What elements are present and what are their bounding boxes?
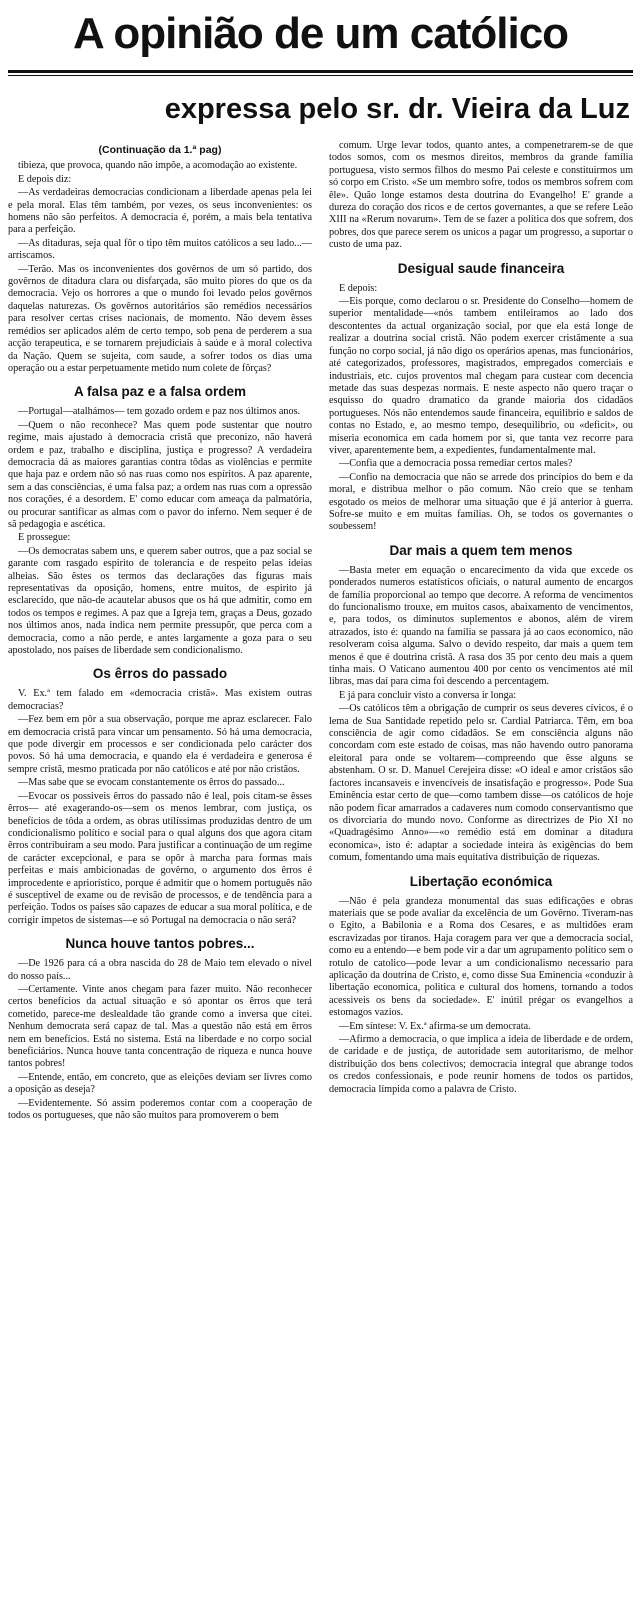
paragraph: —Confio na democracia que não se arrede dos princípios do bem e da moral, e distribua melhor o pão comum. Não creio que se tenham esgotado os meios de melhorar uma situação que é já anterior à guerra. Sofre-se muito e em muitas famílias. Oh, se todos os governantes o soubessem! <box>329 471 633 533</box>
left-column <box>8 144 312 1598</box>
paragraph: E prossegue: <box>18 532 71 544</box>
paragraph: —Certamente. Vinte anos chegam para fazer muito. Não reconhecer certos benefícios da actual situação e só apontar os êrros que terá cometido, parece-me deslealdade tão grande como a inversa que citei. Nenhum democrata será capaz de tal. Mas a questão não está em êrros nem em benefícios. Está no sistema. Está na liberdade e no corpo social beneficiários. Nunca houve tanta concentração de riqueza e nunca houve tantos pobres! <box>8 983 312 1070</box>
paragraph: —Confia que a democracia possa remediar certos males? <box>339 458 573 470</box>
paragraph: —Os católicos têm a obrigação de cumprir os seus deveres cívicos, é o lema de Sua Santidade repetido pelo sr. Cardial Patriarca. Têm, em boa consciência de agir como cidadãos. Se em consciência alguns não concordam com este estado de coisas, mas não havendo outro panorama eleitoral para onde se voltarem—compreendo que êsse alguns se abstenham. O sr. D. Manuel Cerejeira disse: «O ideal e amor cristãos são factores incansaveis e invencíveis de insatisfação e progresso». Pode Sua Eminência estar certo de que—como tambem disse—os católicos de hoje não podem ficar amarrados a cadaveres num comodo conservantismo que os divorciaria do mundo novo. Conforme as directrizes de Pio XI no «Quadragésimo Anno»—«o remédio está em dominar a ditadura economica», isto é: adaptar a sociedade inteira às exigências do bem comum, fomentando uma mais equitativa distribuição de riquezas. <box>329 703 633 864</box>
paragraph: E depois diz: <box>18 173 72 185</box>
paragraph: —Quem o não reconhece? Mas quem pode sustentar que noutro regime, mais ajustado à democracia cristã que preconizo, não haverá ordem e paz, trabalho e disciplina, justiça e progresso? A verdadeira democracia dá as maiores garantias contra tôdas as violências e permite que haja paz e ordem não só nas ruas como nos espíritos. A paz aparente, sem a das consciências, é uma falsa paz; a ordem nas ruas com a opressão nos corações, é a desordem. E' como educar com ameaça da palmatória, ou procurar santificar as almas com o pavor do inferno. Nem sequer é de sã pedagogia e ascética. <box>8 419 312 530</box>
continuation-note: (Continuação da 1.ª pag) <box>98 144 222 156</box>
paragraph: —Fez bem em pôr a sua observação, porque me apraz esclarecer. Falo em democracia cristã para vincar um pensamento. Só há uma democracia, que pode divergir em processos e ser condicionada pelo carácter dos povos. Só há uma democracia, e quando ela é verdadeira e generosa é sempre cristã, mesmo praticada por não católicos e até por não cristãos. <box>8 714 312 775</box>
paragraph: —Afirmo a democracia, o que implica a ideia de liberdade e de ordem, de caridade e de justiça, de autoridade sem autoritarismo, de melhor distribuição dos bens colectivos; democracia integral que abrange todos os credos confessionais, e pode reunir homens de todos os partidos, democracia límpida como a palavra de Cristo. <box>329 1034 633 1095</box>
paragraph: —Os democratas sabem uns, e querem saber outros, que a paz social se garante com rasgado espirito de tolerancia e de respeito pelas ideias alheias. São êstes os termos das declarações das figuras mais representativas da oposição, homens, entre muitos, de espirito já esclarecido, que não-de acautelar abusos que os há que admitir, como em todos os tempos e regimes. A paz que a Igreja tem, graças a Deus, gozado nos últimos anos, nada indica nem permite pressupôr, que perca com a democracia, como a não perde, e antes largamente a goza para o seu apostolado, nos países de liberdade sem condicionalismo. <box>8 545 312 657</box>
paragraph: E já para concluir visto a conversa ir longa: <box>339 689 517 701</box>
section-heading-erros: Os êrros do passado <box>92 666 228 682</box>
paragraph: —Evidentemente. Só assim poderemos contar com a cooperação de todos os portugueses, que não são muitos para promoverem o bem <box>8 1097 312 1122</box>
headline: A opinião de um católico <box>72 9 569 58</box>
paragraph: —As ditaduras, seja qual fôr o tipo têm muitos católicos a seu lado...—arriscamos. <box>8 237 312 262</box>
section-heading-libertacao: Libertação económica <box>409 873 553 889</box>
paragraph: —Entende, então, em concreto, que as eleições deviam ser livres como a oposição as deseja? <box>8 1071 312 1096</box>
paragraph: —Mas sabe que se evocam constantemente os êrros do passado... <box>18 777 285 789</box>
section-heading-falsa-paz: A falsa paz e a falsa ordem <box>73 384 247 400</box>
paragraph: —Basta meter em equação o encarecimento da vida que excede os ponderados numeros estatísticos oficiais, o natural aumento de encargos de família proporcional ao tempo que decorre. A reforma de vencimentos do funcionalismo trouxe, em muitos casos, abaixamento de vencimentos, e, para todos, os diminutos suplementos e abonos, além de virem atrazados, isto é: quando na família se passara já ao caos economico, não resolveram coisa alguma. Salvo o devido respeito, dar mais a quem tem menos é que é doutrina cristã. A rasa dos 35 por cento deu mais a quem tinha mais. O Vaticano aumentou 400 por cento os vencimentos até mil libras, mas daí para cima foi descendo a percentagem. <box>329 564 633 688</box>
paragraph: tibieza, que provoca, quando não impõe, a acomodação ao existente. <box>18 160 298 172</box>
paragraph: —Não é pela grandeza monumental das suas edificações e obras materiais que se pode avaliar da excelência de um Govêrno. Tiveram-nas o Egito, a Babilonia e a Roma dos Cesares, e as multidões eram escravizadas por tiranos. Haja coragem para ver que a democracia social, como eu a entendo—e bem pode vir a dar um agrupamento político sem o rotulo de catolico—pode levar a um condicionalismo necessario para aplicação da doutrina de Cristo, e, como disse Sua Eminencia «conduzir à libertação economica, politica e cultural dos homens, tornando a todos acessiveis os bens da sociedade». E' inútil prégar os evangelhos a estomagos vazios. <box>329 895 633 1019</box>
section-heading-dar-mais: Dar mais a quem tem menos <box>389 542 573 558</box>
subheadline: expressa pelo sr. dr. Vieira da Luz <box>164 93 630 125</box>
left-intro <box>8 160 312 375</box>
section-heading-saude-financeira: Desigual saude financeira <box>397 260 565 276</box>
paragraph: —Terão. Mas os inconvenientes dos govêrnos de um só partido, dos govêrnos de ditadura clara ou disfarçada, são muito piores do que os da democracia. Vejo os horrores a que o mundo foi levado pelos govêrnos daquelas naturezas. Os govêrnos autoritários são remédios necessários para resolver certas crises nacionais, de momento. Não devem êsses remédios ser aplicados além de certo tempo, sob pena de perderem a sua acção terapeutica, e se tornarem prejudiciais à saúde e à moral colectiva da Nação. Quem se sujeita, com saude, a sofrer todos os dias uma operação ou a estar perpetuamente metido num colete de fôrças? <box>8 263 312 374</box>
paragraph: comum. Urge levar todos, quanto antes, a compenetrarem-se de que todos somos, com os mesmos direitos, membros da grande família portuguesa, visto sermos filhos do mesmo Pai celeste e constituirmos um só corpo em Cristo. «Se um membro sofre, todos os membros sofrem com êle». Quão longe estamos desta doutrina do Evangelho! E' grande a dureza do coração dos ricos e de certos governantes, a que se refere Leão XIII na «Rerum novarum». Tem de se fazer a política dos que sofrem, dos pobres, dos que parece serem os unicos a pagar um progresso, a suportar o custo de uma paz. <box>329 140 633 251</box>
headline-rule <box>8 70 633 73</box>
paragraph: E depois: <box>339 282 378 294</box>
paragraph: —Em síntese: V. Ex.ª afirma-se um democrata. <box>339 1020 531 1032</box>
paragraph: —Eis porque, como declarou o sr. Presidente do Conselho—homem de superior mentalidade—«nós tambem entileiramos ao lado dos descontentes da actual organização social, por que ela está longe de realizar a doutrina social cristã. Não podem exercer cristãmente a sua função no corpo social, já não digo os operários apenas, mas funcionários, até categorizados, professores, magistrados, empregados comerciais e industriais, etc. cujos proventos mal chegam para custear com decencia metade das suas despezas normais. E neste aspecto não quero traçar o esquisso do quadro dramatico da grande maioria dos cidadãos portugueses. Nós não entendemos saude financeira, equilibrio e saldos de contas no Estado, e, ao mesmo tempo, desequilibrio, ou «deficit», ou miseria economica em cada homem por si, que tanta vez recorre para viver, aparentemente bem, a expedientes, fundamentalmente mal. <box>329 296 633 456</box>
paragraph: —Portugal—atalhámos— tem gozado ordem e paz nos últimos anos. <box>18 406 301 418</box>
paragraph: V. Ex.ª tem falado em «democracia cristã». Mas existem outras democracias? <box>8 688 312 712</box>
right-column <box>329 140 633 1598</box>
paragraph: —Evocar os possiveis êrros do passado não é leal, pois citam-se êsses êrros— até exagerando-os—sem os menos lembrar, com justiça, os benefícios de tôda a ordem, as obras utilíssimas produzidas dentro de um condicionalismo político e social para o qual alguns dos que agora citam êrros contribuiram a seu modo. Para justificar a continuação de um regime de carácter excepcional, e para se opôr à marcha para formas mais perfeitas e mais ambicionadas de govêrno, o argumento dos êrros é improcedente e apriorístico, porque é admitir que o homem português não é susceptivel de exame ou de revisão de processos, e de tendência para a perfeição. Todos os países são capazes de educar a sua moral política, e de corrigir ímpetos de sistemas—e só Portugal na democracia o não será? <box>8 790 312 926</box>
section-heading-pobres: Nunca houve tantos pobres... <box>65 936 255 952</box>
paragraph: —As verdadeiras democracias condicionam a liberdade apenas pela lei e pela moral. Elas têm também, por vezes, os seus inconvenientes: os homens não são perfeitos. A democracia é, porém, a mais bela tentativa para a perfeição. <box>8 187 312 236</box>
paragraph: —De 1926 para cá a obra nascida do 28 de Maio tem elevado o nivel do nosso país... <box>8 958 312 982</box>
headline-rule-thin <box>8 75 633 76</box>
